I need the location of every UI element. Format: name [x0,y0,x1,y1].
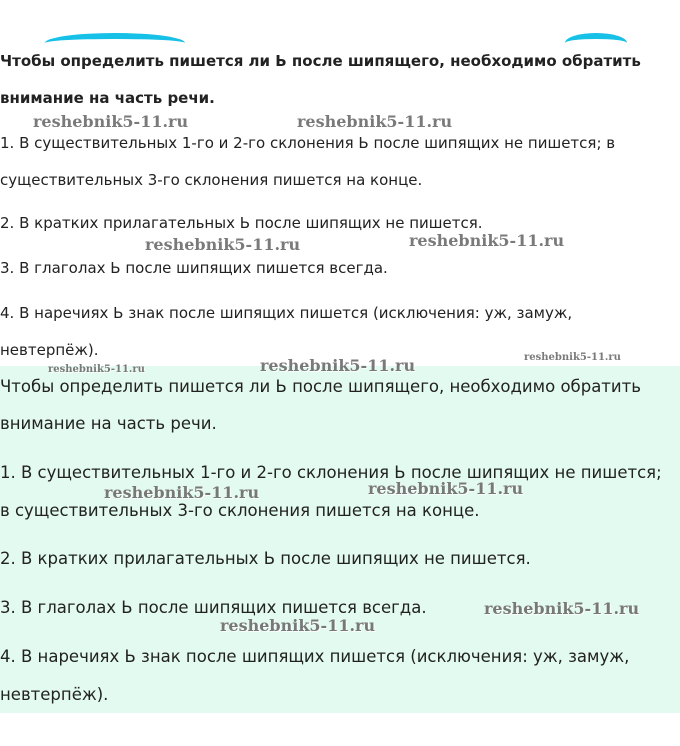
rule-item-4-line-2: невтерпёж). [0,685,109,704]
intro-line-2: внимание на часть речи. [0,414,217,433]
watermark: reshebnik5-11.ru [484,599,640,618]
decorative-cap-right [565,33,627,53]
watermark: reshebnik5-11.ru [145,235,301,254]
rule-item-1-line-2: в существительных 3-го склонения пишется на конце. [0,501,480,520]
intro-line-2: внимание на часть речи. [0,89,215,107]
rule-item-1-line-2: существительных 3-го склонения пишется на конце. [0,171,423,189]
rule-item-2: 2. В кратких прилагательных Ь после шипящих не пишется. [0,549,531,568]
rule-item-4-line-1: 4. В наречиях Ь знак после шипящих пишется (исключения: уж, замуж, [0,647,630,666]
rule-item-2: 2. В кратких прилагательных Ь после шипящих не пишется. [0,214,483,232]
watermark: reshebnik5-11.ru [33,112,189,131]
rule-item-3: 3. В глаголах Ь после шипящих пишется всегда. [0,598,427,617]
watermark: reshebnik5-11.ru [297,112,453,131]
rule-item-1-line-1: 1. В существительных 1-го и 2-го склонения Ь после шипящих не пишется; в [0,134,616,152]
watermark: reshebnik5-11.ru [524,352,621,363]
intro-line-1: Чтобы определить пишется ли Ь после шипящего, необходимо обратить [0,377,641,396]
rule-item-4-line-2: невтерпёж). [0,341,99,359]
rule-item-3: 3. В глаголах Ь после шипящих пишется всегда. [0,259,388,277]
watermark: reshebnik5-11.ru [48,364,145,375]
intro-line-1: Чтобы определить пишется ли Ь после шипящего, необходимо обратить [0,52,641,70]
watermark: reshebnik5-11.ru [104,483,260,502]
watermark: reshebnik5-11.ru [368,479,524,498]
rule-item-1-line-1: 1. В существительных 1-го и 2-го склонения Ь после шипящих не пишется; [0,463,662,482]
watermark: reshebnik5-11.ru [260,356,416,375]
watermark: reshebnik5-11.ru [220,616,376,635]
decorative-cap-left [45,33,185,53]
watermark: reshebnik5-11.ru [409,231,565,250]
rule-item-4-line-1: 4. В наречиях Ь знак после шипящих пишется (исключения: уж, замуж, [0,304,573,322]
